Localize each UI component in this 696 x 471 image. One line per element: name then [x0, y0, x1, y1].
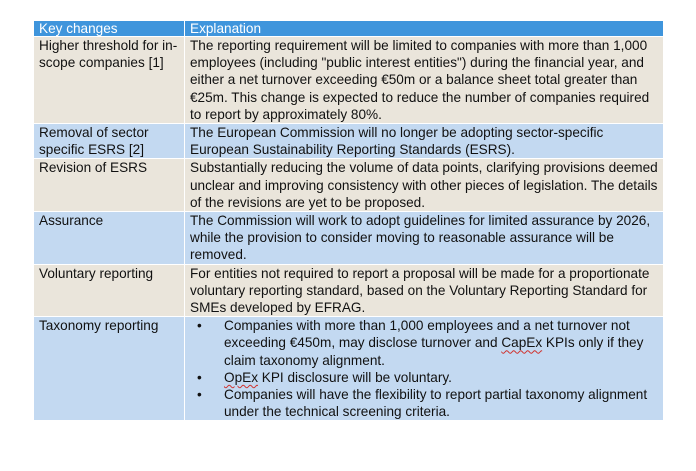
- key-changes-table: [33, 20, 664, 421]
- header-key-changes: Key changes: [34, 21, 185, 37]
- bullet-text-end: KPI disclosure will be voluntary.: [258, 369, 452, 385]
- table-row: [34, 317, 664, 421]
- table-row: [34, 124, 664, 159]
- table-row: [34, 212, 664, 265]
- list-item: [190, 369, 658, 386]
- row-key-change: Voluntary reporting: [34, 264, 185, 317]
- table-row: [34, 37, 664, 124]
- row-key-change: Assurance: [34, 212, 185, 265]
- bullet-text-start: Companies will have the flexibility to report partial taxonomy alignment under the technical screening criteria.: [224, 387, 648, 420]
- header-explanation: Explanation: [185, 21, 664, 37]
- table-header-row: [34, 21, 664, 37]
- row-key-change: Higher threshold for in-scope companies [1]: [34, 37, 185, 124]
- row-explanation: Substantially reducing the volume of data points, clarifying provisions deemed unclear and improving consistency with other pieces of legislation. The details of the revisions are yet to be proposed.: [185, 159, 664, 212]
- row-key-change: Revision of ESRS: [34, 159, 185, 212]
- bullet-icon: •: [197, 387, 202, 403]
- row-explanation: The European Commission will no longer be adopting sector-specific European Sustainability Reporting Standards (ESRS).: [185, 124, 664, 159]
- row-explanation: The reporting requirement will be limited to companies with more than 1,000 employees (including "public interest entities") during the financial year, and either a net turnover exceeding €50m or a balance sheet total greater than €25m. This change is expected to reduce the number of companies required to report by approximately 80%.: [185, 37, 664, 124]
- bullet-icon: •: [197, 318, 202, 334]
- list-item: [190, 317, 658, 369]
- bullet-icon: •: [197, 369, 202, 385]
- spellcheck-flagged-word: OpEx: [224, 369, 258, 385]
- bullet-text-start: Companies with more than 1,000 employees and a net turnover not exceeding €450m, may disclose turnover and: [224, 318, 630, 351]
- taxonomy-bullet-list: [190, 317, 658, 420]
- row-explanation: For entities not required to report a proposal will be made for a proportionate voluntary reporting standard, based on the Voluntary Reporting Standard for SMEs developed by EFRAG.: [185, 264, 664, 317]
- document-page: [33, 20, 663, 421]
- row-explanation-list: [185, 317, 664, 421]
- row-key-change: Taxonomy reporting: [34, 317, 185, 421]
- row-key-change: Removal of sector specific ESRS [2]: [34, 124, 185, 159]
- spellcheck-flagged-word: CapEx: [501, 335, 543, 351]
- list-item: [190, 386, 658, 420]
- table-row: [34, 264, 664, 317]
- row-explanation: The Commission will work to adopt guidelines for limited assurance by 2026, while the provision to consider moving to reasonable assurance will be removed.: [185, 212, 664, 265]
- table-row: [34, 159, 664, 212]
- bullet-text-end: KPIs only if they claim taxonomy alignment.: [224, 335, 644, 368]
